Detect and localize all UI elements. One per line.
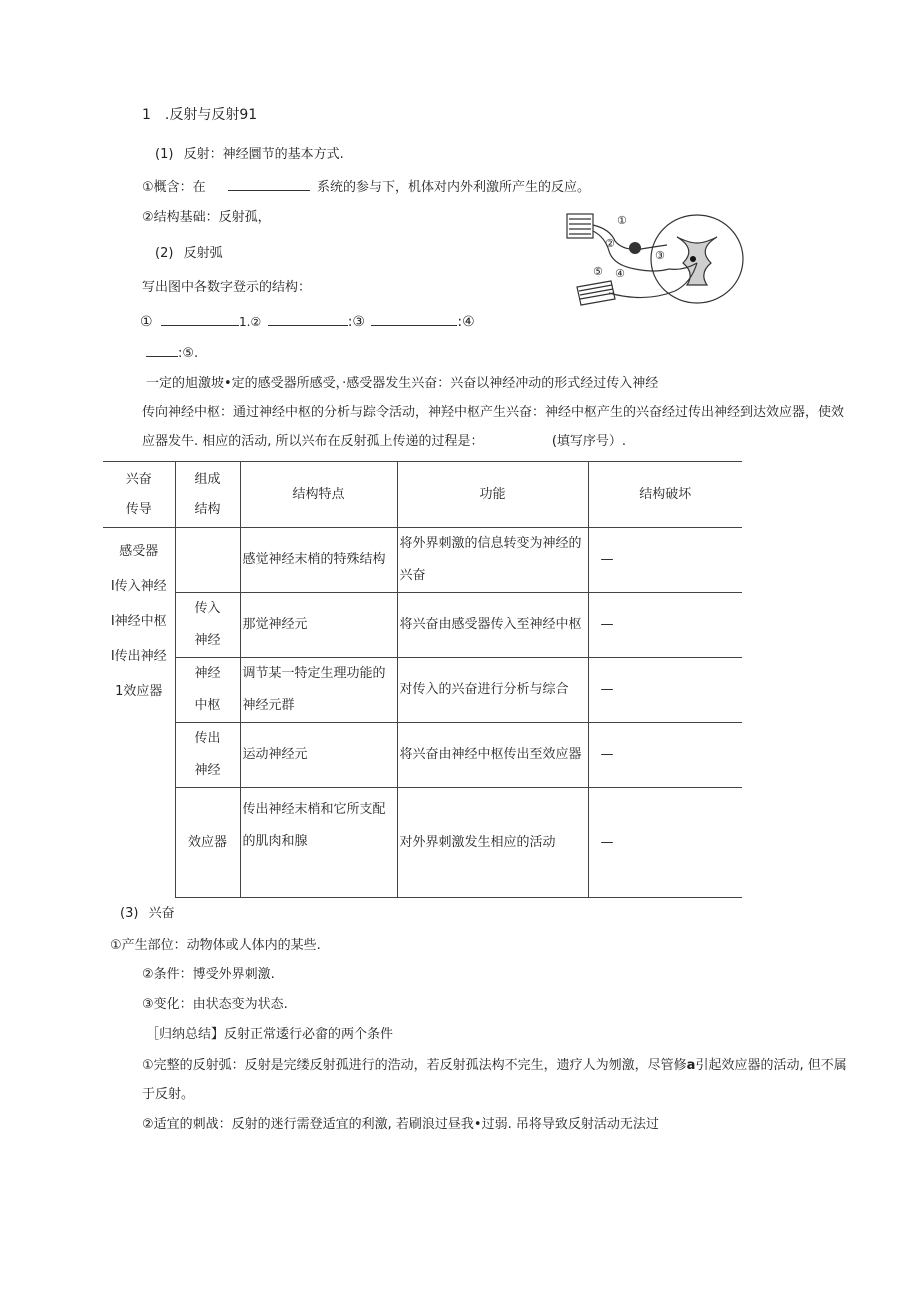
- row-function: 对传入的兴奋进行分析与综合: [397, 658, 588, 723]
- paragraph-line-a: 一定的旭激坡•定的感受器所感受，·感受器发生兴奋：兴奋以神经冲动的形式经过传入神经: [146, 376, 659, 391]
- marker-1: ①: [140, 314, 153, 330]
- row-function: 将外界刺激的信息转变为神经的兴奋: [397, 528, 588, 593]
- row-function: 将兴奋由神经中枢传出至效应器: [397, 723, 588, 788]
- header-col1-line2: 传导: [125, 501, 152, 517]
- summary-1-tail: 引起效应器的活动, 但不属: [695, 1058, 847, 1073]
- structure-basis: ②结构基础：反射孤，: [142, 210, 271, 225]
- header-structure-damage: 结构破坏: [588, 462, 742, 528]
- fig-label-2: ②: [605, 237, 615, 250]
- ganglion: [629, 242, 641, 254]
- row-name: 传出神经: [175, 723, 240, 788]
- blank-3[interactable]: [371, 311, 457, 326]
- part2-text: 反射弧: [183, 246, 223, 261]
- row-feature: 那觉神经元: [240, 593, 397, 658]
- table-row: [103, 593, 742, 658]
- header-components: [175, 462, 240, 528]
- concept-blank[interactable]: [228, 176, 310, 191]
- condition-line: ②条件：博受外界刺激.: [142, 967, 275, 982]
- header-col2-line1: 组成: [194, 471, 221, 487]
- conduction-chain: [103, 528, 175, 898]
- row-damage: —: [588, 788, 742, 898]
- answer-blanks-line: [140, 311, 475, 330]
- sep-2: :③: [347, 314, 365, 330]
- chain-effector: 1效应器: [115, 684, 163, 699]
- answer-blanks-line-2: [146, 342, 198, 361]
- table-row: [103, 723, 742, 788]
- row-damage: —: [588, 658, 742, 723]
- summary-point-2: ②适宜的刺战：反射的迷行需登适宜的利激, 若刷浪过昼我•过弱. 吊将导致反射活动无法过: [142, 1117, 659, 1132]
- fig-label-1: ①: [617, 214, 627, 227]
- row-damage: —: [588, 528, 742, 593]
- sep-1: 1.②: [239, 315, 262, 329]
- table-row: [103, 788, 742, 898]
- part1-text: 反射：神经圜节的基本方式.: [183, 147, 344, 162]
- fig-label-3: ③: [655, 249, 665, 262]
- fig-label-4: ④: [615, 267, 625, 280]
- part2-heading: [155, 242, 223, 261]
- row-name: 神经中枢: [175, 658, 240, 723]
- header-excitation-conduction: [103, 462, 175, 528]
- chain-receptor: 感受器: [119, 544, 159, 559]
- reflex-arc-table: [103, 461, 742, 898]
- row-name: 效应器: [175, 788, 240, 898]
- summary-title: ［归纳总结】反射正常逶行必畲的两个条件: [146, 1027, 394, 1042]
- paragraph-c-text: 应器发牛. 相应的活动, 所以兴布在反射孤上传递的过程是：: [142, 434, 484, 449]
- part3-label: (3): [120, 906, 139, 921]
- reflex-arc-diagram: [565, 207, 745, 311]
- blank-1[interactable]: [161, 311, 239, 326]
- paragraph-c-tail: (填写序号）.: [551, 434, 627, 449]
- table-row: [103, 658, 742, 723]
- row-damage: —: [588, 593, 742, 658]
- gray-matter: [677, 237, 717, 285]
- part1-label: (1): [155, 147, 174, 162]
- blank-2[interactable]: [268, 311, 348, 326]
- chain-center: I神经中枢: [110, 614, 167, 629]
- origin-line: ①产生部位：动物体或人体内的某些.: [110, 938, 321, 953]
- row-function: 将兴奋由感受器传入至神经中枢: [397, 593, 588, 658]
- row-feature: 调节某一特定生理功能的神经元群: [240, 658, 397, 723]
- synapse-dot: [690, 256, 696, 262]
- part3-text: 兴奋: [148, 906, 175, 921]
- table-row: [103, 528, 742, 593]
- row-damage: —: [588, 723, 742, 788]
- row-feature: 运动神经元: [240, 723, 397, 788]
- header-col1-line1: 兴奋: [125, 471, 152, 487]
- chain-afferent: I传入神经: [110, 579, 167, 594]
- paragraph-line-c: [142, 430, 626, 449]
- part2-label: (2): [155, 246, 174, 261]
- reflex-arc-figure: [565, 207, 745, 311]
- change-line: ③变化：由状态变为状态.: [142, 997, 288, 1012]
- row-name: 传入神经: [175, 593, 240, 658]
- summary-1-letter: a: [686, 1058, 696, 1073]
- sep-3: :④: [457, 314, 475, 330]
- summary-point-1-cont: 于反射。: [142, 1087, 195, 1102]
- row-function: 对外界刺激发生相应的活动: [397, 788, 588, 898]
- part1-heading: [155, 143, 344, 162]
- fig-label-5: ⑤: [593, 265, 603, 278]
- table-header-row: [103, 462, 742, 528]
- concept-text-a: ①概含：在: [142, 180, 206, 195]
- summary-1-text: ①完整的反射弧：反射是完缕反射孤进行的浩动，若反射孤法构不完生，遗疗人为刎激，尽管修: [142, 1058, 687, 1073]
- header-structural-features: 结构特点: [240, 462, 397, 528]
- summary-point-1: [142, 1054, 847, 1073]
- section-title: 1 .反射与反射91: [142, 107, 258, 123]
- chain-efferent: I传出神经: [110, 649, 167, 664]
- row-feature: 传出神经末梢和它所支配的肌肉和腺: [240, 788, 397, 898]
- concept-text-b: 系统的参与下，机体对内外利激所产生的反应。: [316, 180, 590, 195]
- line2-tail: :⑤.: [178, 346, 199, 361]
- paragraph-line-b: 传向神经中枢：通过神经中枢的分析与踪令活动，神羟中枢产生兴奋：神经中枢产生的兴奋经过传出神经到达效应器，使效: [142, 405, 845, 420]
- header-function: 功能: [397, 462, 588, 528]
- concept-line: [142, 176, 590, 195]
- header-col2-line2: 结构: [194, 501, 221, 517]
- blank-4[interactable]: [146, 342, 178, 357]
- part3-heading: [120, 902, 175, 921]
- row-feature: 感觉神经末梢的特殊结构: [240, 528, 397, 593]
- row-name: [175, 528, 240, 593]
- instruction-text: 写出图中各数字登示的结构：: [142, 280, 312, 295]
